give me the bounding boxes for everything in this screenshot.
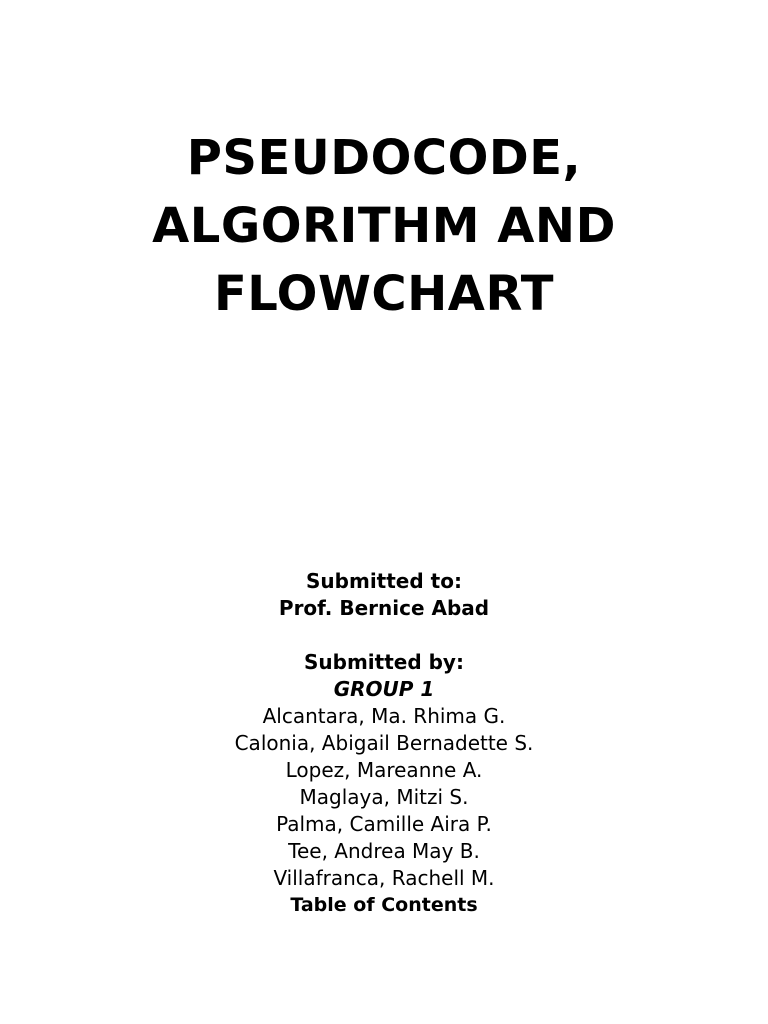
member-name: Lopez, Mareanne A. bbox=[285, 758, 483, 782]
submitted-by-label: Submitted by: bbox=[304, 650, 464, 674]
title-line: ALGORITHM AND bbox=[152, 198, 616, 254]
title-line: FLOWCHART bbox=[213, 266, 554, 322]
professor-name: Prof. Bernice Abad bbox=[278, 596, 490, 620]
spacer bbox=[0, 622, 768, 649]
member-list bbox=[0, 703, 768, 892]
table-of-contents-heading: Table of Contents bbox=[290, 894, 478, 916]
submitted-to-label: Submitted to: bbox=[306, 569, 462, 593]
submission-info bbox=[0, 568, 768, 919]
member-name: Maglaya, Mitzi S. bbox=[299, 785, 469, 809]
member-name: Tee, Andrea May B. bbox=[288, 839, 480, 863]
member-name: Villafranca, Rachell M. bbox=[273, 866, 495, 890]
member-name: Alcantara, Ma. Rhima G. bbox=[262, 704, 506, 728]
title-line: PSEUDOCODE, bbox=[186, 130, 582, 186]
member-name: Palma, Camille Aira P. bbox=[276, 812, 492, 836]
member-name: Calonia, Abigail Bernadette S. bbox=[234, 731, 534, 755]
group-name: GROUP 1 bbox=[333, 677, 435, 701]
document-title bbox=[0, 124, 768, 328]
